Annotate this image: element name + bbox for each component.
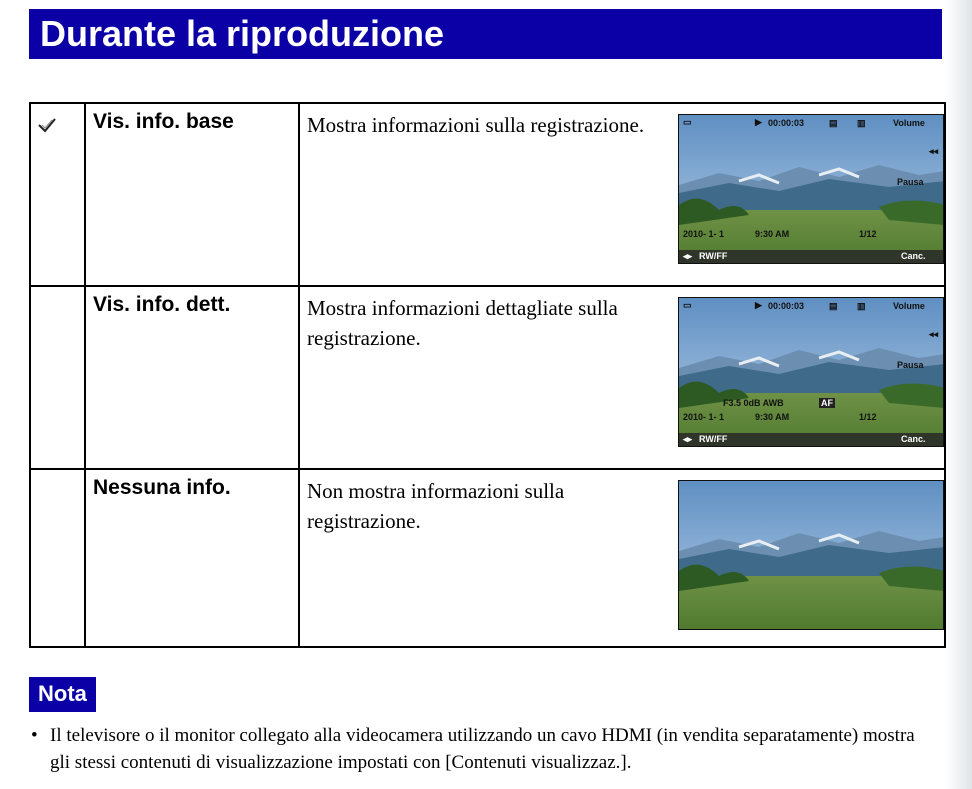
preview-thumbnail-basic [678, 114, 944, 264]
column-divider [298, 104, 300, 646]
volume-label: Volume [893, 301, 925, 311]
recording-clock: 9:30 AM [755, 229, 790, 239]
playback-time: 00:00:03 [768, 301, 805, 311]
af-badge: AF [821, 398, 833, 408]
option-label: Nessuna info. [93, 476, 231, 499]
page-title-bar [29, 9, 942, 59]
option-label: Vis. info. base [93, 110, 234, 133]
rwff-arrow-icon: ◂▸ [683, 251, 693, 261]
landscape-image [679, 298, 944, 447]
battery-level-icon: ▥ [857, 118, 866, 128]
note-item [31, 722, 921, 776]
play-icon: ▶ [755, 300, 762, 310]
option-description: Mostra informazioni dettagliate sulla registrazione. [307, 296, 618, 350]
play-icon: ▶ [755, 117, 762, 127]
note-text: Il televisore o il monitor collegato alla videocamera utilizzando un cavo HDMI (in vendita separatamente) mostra gli stessi contenuti di visualizzazione impostati con [Contenuti visualizzaz.]. [50, 725, 915, 773]
preview-thumbnail-detailed [678, 297, 944, 447]
volume-label: Volume [893, 118, 925, 128]
rewind-icon: ◂◂ [929, 329, 939, 339]
playback-time: 00:00:03 [768, 118, 805, 128]
page-edge-shade [946, 0, 972, 789]
cancel-label: Canc. [901, 434, 926, 444]
rwff-arrow-icon: ◂▸ [683, 434, 693, 444]
check-icon [37, 116, 57, 134]
option-description: Non mostra informazioni sulla registrazione. [307, 479, 565, 533]
column-divider [84, 104, 86, 646]
battery-level-icon: ▥ [857, 301, 866, 311]
image-index: 1/12 [859, 412, 877, 422]
rwff-label: RW/FF [699, 434, 728, 444]
option-row-basic[interactable] [31, 104, 944, 285]
landscape-image [679, 115, 944, 264]
note-bullet: • [31, 725, 38, 746]
image-index: 1/12 [859, 229, 877, 239]
preview-thumbnail-none [678, 480, 944, 630]
option-label: Vis. info. dett. [93, 293, 231, 316]
pause-label: Pausa [897, 177, 924, 187]
battery-icon: ▭ [683, 300, 692, 310]
page-title: Durante la riproduzione [40, 13, 445, 54]
exposure-info: F3.5 0dB AWB [723, 398, 784, 408]
quality-icon: ▤ [829, 301, 838, 311]
cancel-label: Canc. [901, 251, 926, 261]
note-heading: Nota [29, 677, 96, 712]
osd-bottom-bar [679, 250, 943, 263]
option-description: Mostra informazioni sulla registrazione. [307, 113, 645, 137]
recording-date: 2010- 1- 1 [683, 412, 725, 422]
rewind-icon: ◂◂ [929, 146, 939, 156]
pause-label: Pausa [897, 360, 924, 370]
rwff-label: RW/FF [699, 251, 728, 261]
quality-icon: ▤ [829, 118, 838, 128]
recording-date: 2010- 1- 1 [683, 229, 725, 239]
recording-clock: 9:30 AM [755, 412, 790, 422]
landscape-image [679, 481, 944, 630]
battery-icon: ▭ [683, 117, 692, 127]
option-row-detailed[interactable] [31, 285, 944, 468]
option-row-none[interactable] [31, 468, 944, 651]
osd-bottom-bar [679, 433, 943, 446]
display-options-table [29, 102, 946, 648]
